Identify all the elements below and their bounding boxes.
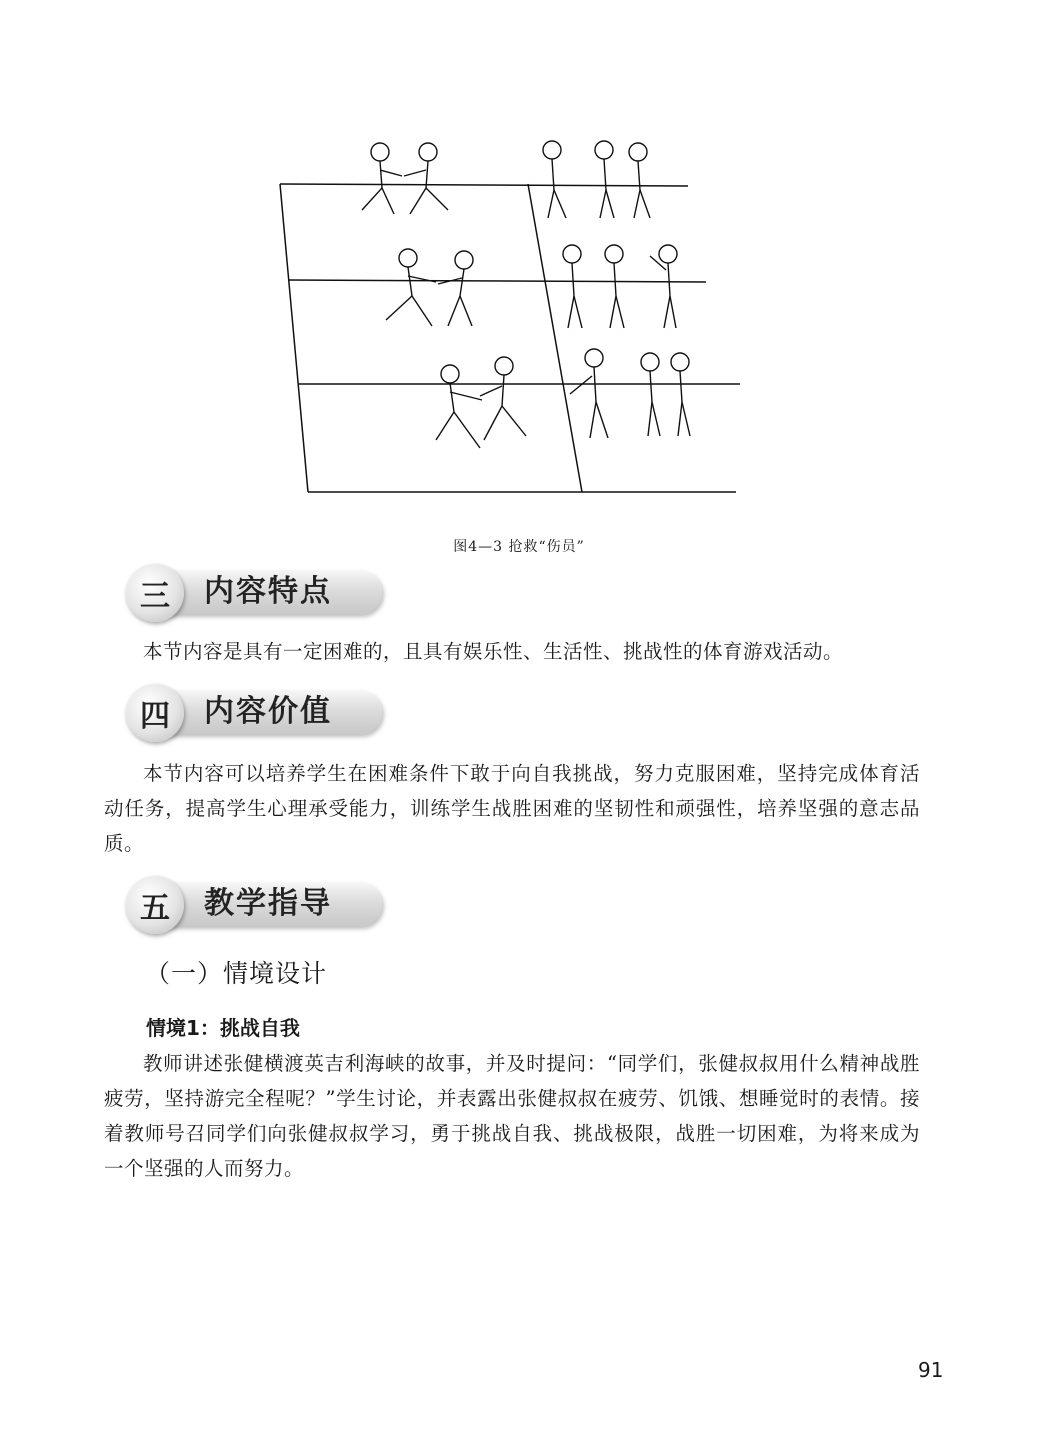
children-row2-right xyxy=(563,245,677,328)
children-row1-right xyxy=(543,141,650,218)
features-paragraph: 本节内容是具有一定困难的，且具有娱乐性、生活性、挑战性的体育游戏活动。 xyxy=(143,640,844,663)
child-pair-row1 xyxy=(362,143,448,214)
scenario-paragraph: 教师讲述张健横渡英吉利海峡的故事，并及时提问：“同学们，张健叔叔用什么精神战胜疲劳，坚持游完全程呢？”学生讨论，并表露出张健叔叔在疲劳、饥饿、想睡觉时的表情。接着教师号召同学们向张健叔叔学习，勇于挑战自我、挑战极限，战胜一切困难，为将来成为一个坚强的人而努力。 xyxy=(104,1052,920,1180)
section-title: 教学指导 xyxy=(204,886,332,921)
section-title: 内容价值 xyxy=(204,694,332,729)
section-heading-value xyxy=(126,684,388,742)
section-number: 四 xyxy=(126,684,184,742)
section-heading-teaching xyxy=(126,876,388,934)
section-heading-features xyxy=(126,564,388,622)
illustration-rescue-game xyxy=(270,130,750,500)
child-pair-row3 xyxy=(436,357,526,448)
value-paragraph: 本节内容可以培养学生在困难条件下敢于向自我挑战，努力克服困难，坚持完成体育活动任务，提高学生心理承受能力，训练学生战胜困难的坚韧性和顽强性，培养坚强的意志品质。 xyxy=(104,762,920,855)
figure-caption: 图4—3 抢救“伤员” xyxy=(453,539,585,555)
section-number: 五 xyxy=(126,876,184,934)
section-title: 内容特点 xyxy=(204,574,332,609)
child-pair-row2 xyxy=(386,249,473,326)
page-number: 91 xyxy=(918,1358,944,1382)
subsection-title: （一）情境设计 xyxy=(145,959,328,988)
scenario-title: 情境1：挑战自我 xyxy=(146,1016,300,1040)
children-row3-right xyxy=(570,349,690,438)
section-number: 三 xyxy=(126,564,184,622)
